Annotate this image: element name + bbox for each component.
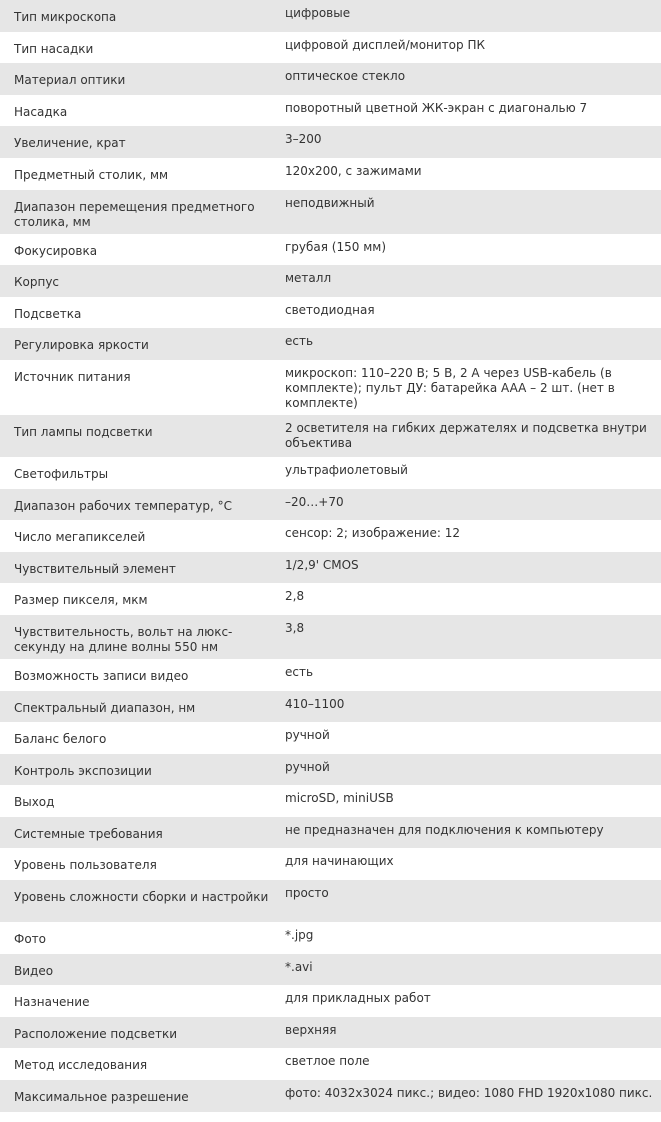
spec-name: Выход <box>0 785 275 817</box>
spec-value: ручной <box>275 754 661 786</box>
spec-name: Увеличение, крат <box>0 126 275 158</box>
spec-row <box>0 63 661 95</box>
spec-row <box>0 817 661 849</box>
spec-row <box>0 415 661 457</box>
spec-row <box>0 234 661 266</box>
spec-name: Фото <box>0 922 275 954</box>
spec-value: 2,8 <box>275 583 661 615</box>
spec-value: для прикладных работ <box>275 985 661 1017</box>
spec-row <box>0 265 661 297</box>
spec-value: микроскоп: 110–220 В; 5 В, 2 А через USB-кабель (в комплекте); пульт ДУ: батарейка AAA – 2 шт. (нет в комплекте) <box>275 360 661 415</box>
spec-name: Чувствительность, вольт на люкс-секунду на длине волны 550 нм <box>0 615 275 659</box>
spec-row <box>0 1080 661 1112</box>
spec-name: Предметный столик, мм <box>0 158 275 190</box>
spec-name: Видео <box>0 954 275 986</box>
spec-name: Диапазон перемещения предметного столика, мм <box>0 190 275 234</box>
spec-value: 1/2,9' CMOS <box>275 552 661 584</box>
spec-name: Контроль экспозиции <box>0 754 275 786</box>
spec-value: *.avi <box>275 954 661 986</box>
spec-row <box>0 520 661 552</box>
spec-value: неподвижный <box>275 190 661 234</box>
spec-name: Тип насадки <box>0 32 275 64</box>
spec-row <box>0 95 661 127</box>
spec-row <box>0 457 661 489</box>
spec-name: Регулировка яркости <box>0 328 275 360</box>
spec-row <box>0 297 661 329</box>
spec-value: не предназначен для подключения к компьютеру <box>275 817 661 849</box>
spec-value: грубая (150 мм) <box>275 234 661 266</box>
spec-name: Насадка <box>0 95 275 127</box>
spec-name: Подсветка <box>0 297 275 329</box>
spec-value: светлое поле <box>275 1048 661 1080</box>
spec-row <box>0 32 661 64</box>
spec-row <box>0 985 661 1017</box>
spec-row <box>0 754 661 786</box>
spec-name: Число мегапикселей <box>0 520 275 552</box>
spec-value: ручной <box>275 722 661 754</box>
spec-name: Уровень пользователя <box>0 848 275 880</box>
spec-row <box>0 583 661 615</box>
spec-row <box>0 1017 661 1049</box>
spec-row <box>0 722 661 754</box>
spec-name: Источник питания <box>0 360 275 415</box>
spec-name: Возможность записи видео <box>0 659 275 691</box>
spec-value: есть <box>275 328 661 360</box>
spec-value: верхняя <box>275 1017 661 1049</box>
spec-name: Системные требования <box>0 817 275 849</box>
spec-name: Диапазон рабочих температур, °С <box>0 489 275 521</box>
spec-value: поворотный цветной ЖК-экран с диагональю 7 <box>275 95 661 127</box>
spec-row <box>0 785 661 817</box>
spec-value: –20…+70 <box>275 489 661 521</box>
spec-row <box>0 1048 661 1080</box>
spec-row <box>0 954 661 986</box>
spec-value: цифровой дисплей/монитор ПК <box>275 32 661 64</box>
spec-row <box>0 848 661 880</box>
spec-value: есть <box>275 659 661 691</box>
spec-row <box>0 126 661 158</box>
spec-row <box>0 691 661 723</box>
spec-name: Материал оптики <box>0 63 275 95</box>
spec-value: ультрафиолетовый <box>275 457 661 489</box>
spec-value: цифровые <box>275 0 661 32</box>
spec-row <box>0 880 661 922</box>
spec-row <box>0 489 661 521</box>
spec-name: Тип лампы подсветки <box>0 415 275 457</box>
spec-value: microSD, miniUSB <box>275 785 661 817</box>
spec-name: Корпус <box>0 265 275 297</box>
spec-name: Назначение <box>0 985 275 1017</box>
spec-row <box>0 328 661 360</box>
spec-name: Спектральный диапазон, нм <box>0 691 275 723</box>
spec-name: Баланс белого <box>0 722 275 754</box>
spec-name: Расположение подсветки <box>0 1017 275 1049</box>
spec-value: 3–200 <box>275 126 661 158</box>
spec-row <box>0 360 661 415</box>
spec-value: фото: 4032x3024 пикс.; видео: 1080 FHD 1920x1080 пикс. <box>275 1080 661 1112</box>
spec-value: 3,8 <box>275 615 661 659</box>
spec-name: Фокусировка <box>0 234 275 266</box>
spec-value: светодиодная <box>275 297 661 329</box>
spec-name: Чувствительный элемент <box>0 552 275 584</box>
spec-value: 410–1100 <box>275 691 661 723</box>
spec-row <box>0 552 661 584</box>
spec-row <box>0 190 661 234</box>
spec-row <box>0 615 661 659</box>
spec-name: Метод исследования <box>0 1048 275 1080</box>
spec-row <box>0 158 661 190</box>
spec-value: оптическое стекло <box>275 63 661 95</box>
spec-value: просто <box>275 880 661 922</box>
spec-row <box>0 922 661 954</box>
spec-name: Светофильтры <box>0 457 275 489</box>
spec-name: Размер пикселя, мкм <box>0 583 275 615</box>
spec-value: для начинающих <box>275 848 661 880</box>
spec-value: 120x200, с зажимами <box>275 158 661 190</box>
spec-name: Тип микроскопа <box>0 0 275 32</box>
spec-value: металл <box>275 265 661 297</box>
spec-value: сенсор: 2; изображение: 12 <box>275 520 661 552</box>
spec-name: Максимальное разрешение <box>0 1080 275 1112</box>
spec-row <box>0 659 661 691</box>
spec-row <box>0 0 661 32</box>
spec-value: *.jpg <box>275 922 661 954</box>
spec-name: Уровень сложности сборки и настройки <box>0 880 275 922</box>
spec-value: 2 осветителя на гибких держателях и подсветка внутри объектива <box>275 415 661 457</box>
